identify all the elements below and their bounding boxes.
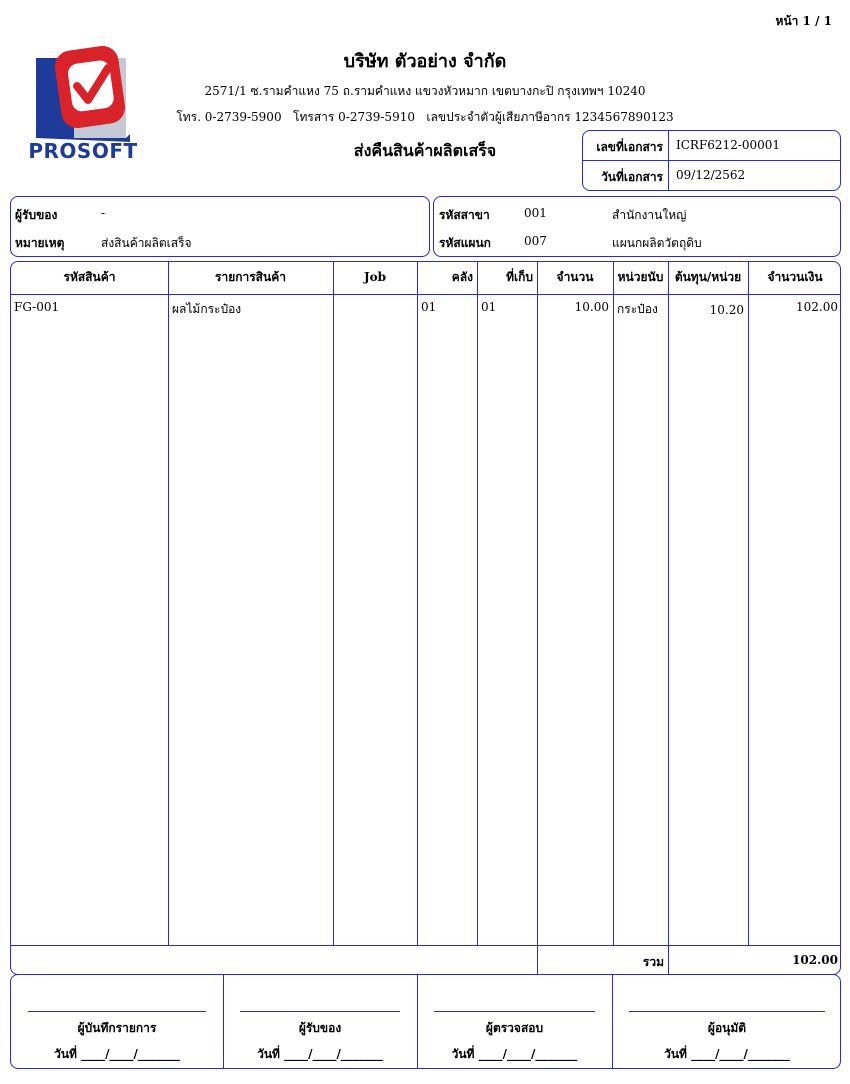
signature-date: วันที่ ____/____/_______	[664, 1047, 790, 1061]
remark-value: ส่งสินค้าผลิตเสร็จ	[101, 236, 192, 250]
col-header-unit: หน่วยนับ	[617, 270, 664, 284]
branch-box	[433, 196, 841, 257]
total-label: รวม	[642, 955, 664, 969]
branch-label: รหัสสาขา	[439, 208, 490, 222]
document-title: ส่งคืนสินค้าผลิตเสร็จ	[353, 141, 497, 160]
doc-date-label: วันที่เอกสาร	[601, 170, 663, 184]
receiver-label: ผู้รับของ	[15, 208, 58, 222]
row-unit-cost: 10.20	[709, 303, 744, 317]
col-header-code: รหัสสินค้า	[63, 270, 116, 284]
signature-date: วันที่ ____/____/_______	[451, 1047, 578, 1061]
doc-date-value: 09/12/2562	[676, 168, 746, 182]
signature-approver	[612, 975, 842, 1068]
dept-code: 007	[524, 234, 547, 248]
doc-info-box	[582, 130, 841, 191]
signature-label: ผู้อนุมัติ	[707, 1021, 747, 1035]
doc-number-value: ICRF6212-00001	[676, 138, 781, 152]
page-number: หน้า 1 / 1	[775, 14, 832, 28]
remark-label: หมายเหตุ	[15, 236, 65, 250]
row-warehouse: 01	[421, 300, 437, 314]
branch-code: 001	[524, 206, 547, 220]
receiver-value: -	[101, 206, 106, 220]
row-location: 01	[481, 300, 497, 314]
signature-date: วันที่ ____/____/_______	[54, 1047, 180, 1061]
col-header-qty: จำนวน	[556, 270, 594, 284]
company-address: 2571/1 ซ.รามคำแหง 75 ถ.รามคำแหง แขวงหัวหมาก เขตบางกะปิ กรุงเทพฯ 10240	[204, 84, 646, 98]
row-unit: กระป๋อง	[617, 302, 658, 316]
signature-label: ผู้บันทึกรายการ	[77, 1021, 157, 1035]
items-table	[10, 261, 841, 975]
row-name: ผลไม้กระป๋อง	[172, 302, 242, 316]
col-header-job: Job	[363, 270, 387, 284]
signature-label: ผู้รับของ	[298, 1021, 342, 1035]
col-header-unit-cost: ต้นทุน/หน่วย	[674, 270, 742, 284]
row-amount: 102.00	[796, 300, 838, 314]
branch-name: สำนักงานใหญ่	[612, 208, 687, 222]
signature-date: วันที่ ____/____/_______	[257, 1047, 383, 1061]
signature-label: ผู้ตรวจสอบ	[485, 1021, 544, 1035]
dept-label: รหัสแผนก	[439, 236, 491, 250]
logo-text: PROSOFT	[28, 139, 138, 163]
company-contact: โทร. 0-2739-5900 โทรสาร 0-2739-5910 เลขประจำตัวผู้เสียภาษีอากร 1234567890123	[176, 110, 674, 124]
signature-recorder	[11, 975, 223, 1068]
col-header-amount: จำนวนเงิน	[767, 270, 823, 284]
col-header-warehouse: คลัง	[451, 270, 473, 284]
doc-number-label: เลขที่เอกสาร	[596, 140, 663, 154]
col-header-name: รายการสินค้า	[215, 270, 286, 284]
signature-receiver	[223, 975, 417, 1068]
col-header-location: ที่เก็บ	[506, 270, 533, 284]
signature-checker	[417, 975, 612, 1068]
receiver-box	[10, 196, 430, 257]
row-code: FG-001	[14, 300, 60, 314]
signature-box	[10, 974, 841, 1069]
company-name: บริษัท ตัวอย่าง จำกัด	[343, 51, 507, 72]
dept-name: แผนกผลิตวัตถุดิบ	[612, 236, 702, 250]
total-value: 102.00	[792, 953, 838, 967]
row-qty: 10.00	[574, 300, 609, 314]
